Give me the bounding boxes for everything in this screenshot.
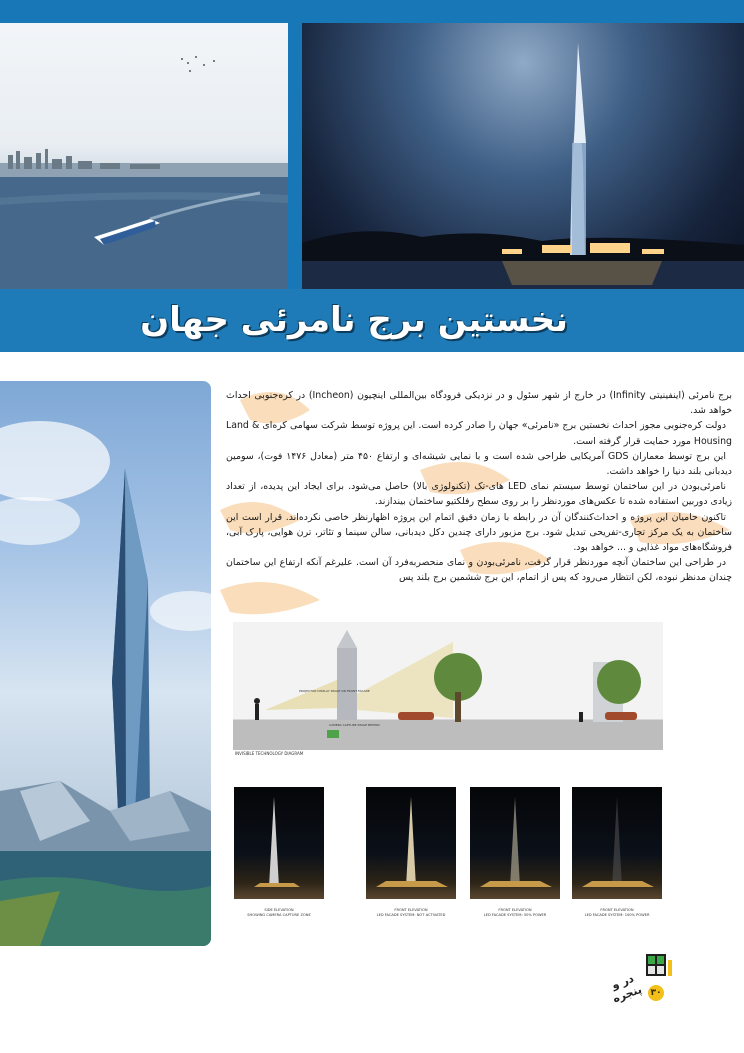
page-title: نخستین برج نامرئی جهان [140, 300, 568, 340]
elevation-render [572, 787, 662, 899]
harbor-photo [0, 23, 288, 289]
diagram-caption: INVISIBLE TECHNOLOGY DIAGRAM [235, 751, 304, 756]
elevation-render [366, 787, 456, 899]
elevation-art [366, 787, 456, 899]
elevation-render [234, 787, 324, 899]
night-tower-art [302, 23, 744, 289]
article-paragraph: نامرئی‌بودن در این ساختمان توسط سیستم نمای LED های‌-تک (تکنولوژی بالا) حاصل می‌شود. برای ایجاد این پدیده، از تعداد زیادی دوربین استفاده شده تا عکس‌های موردنظر را بر روی سطح رفلکتیو ساختمان بیندازند. [226, 481, 732, 508]
projector-label: PROJECTOR DISPLAY IMAGE ON FRONT FACADE [299, 689, 370, 693]
elevation-art [572, 787, 662, 899]
article-paragraph: در طراحی این ساختمان آنچه موردنظر قرار گرفت، نامرئی‌بودن و نمای منحصربه‌فرد آن است. علیرغم آنکه ارتفاع این ساختمان چندان مدنظر نبوده، لکن انتظار می‌رود که پس از اتمام، این برج ششمین برج بلند پس [226, 557, 732, 584]
page-number-badge: ۳۰ [648, 985, 664, 1001]
elevation-art [470, 787, 560, 899]
article-paragraph: تاکنون حامیان این پروژه و احداث‌کنندگان آن در رابطه با زمان دقیق اتمام این پروژه اظهارنظر خاصی نکرده‌اند. قرار است این ساختمان به یک مرکز تجاری-تفریحی تبدیل شود. برج مزبور دارای چندین دکل دیدبانی، سالن سینما و تئاتر، ترن هوایی، پارک آبی، فروشگاه‌های مواد غذایی و ... خواهد بود. [226, 511, 732, 554]
magazine-logo-text: در و پنجره [609, 971, 644, 1006]
elevation-render [470, 787, 560, 899]
elevation-caption: SIDE ELEVATION SHOWING CAMERA CAPTURE ZONE [247, 908, 311, 917]
elevation-caption: FRONT ELEVATION LED FACADE SYSTEM: NOT ACTIVATED [376, 908, 446, 917]
diagram-art [233, 622, 663, 750]
camera-label: CAMERA CAPTURE IMAGE BEHIND [329, 723, 380, 727]
harbor-photo-art [0, 23, 288, 289]
elevation-caption: FRONT ELEVATION LED FACADE SYSTEM: 100% POWER [584, 908, 650, 917]
elevation-art [234, 787, 324, 899]
article-paragraph: این برج توسط معماران GDS آمریکایی طراحی شده است و با نمایی شیشه‌ای و ارتفاع ۴۵۰ متر (معادل ۱۴۷۶ فوت)، سومین دیدبانی بلند دنیا را خواهد داشت. [226, 450, 732, 478]
article-paragraph: دولت کره‌جنوبی مجوز احداث نخستین برج «نامرئی» جهان را صادر کرده است. این پروژه توسط شرکت سهامی کره‌ای Land & Housing مورد حمایت قرار گرفته است. [226, 420, 732, 447]
tower-daytime-photo [0, 381, 211, 946]
article-paragraph: برج نامرئی (اینفینیتی Infinity) در خارج از شهر سئول و در نزدیکی فرودگاه بین‌المللی اینچیون (Incheon) در کره‌جنوبی احداث خواهد شد. [226, 390, 732, 417]
article-body [226, 388, 732, 616]
elevation-caption: FRONT ELEVATION LED FACADE SYSTEM: 50% POWER [483, 908, 547, 917]
night-tower-photo [302, 23, 744, 289]
tower-daytime-art [0, 381, 211, 946]
invisible-technology-diagram [233, 622, 663, 750]
